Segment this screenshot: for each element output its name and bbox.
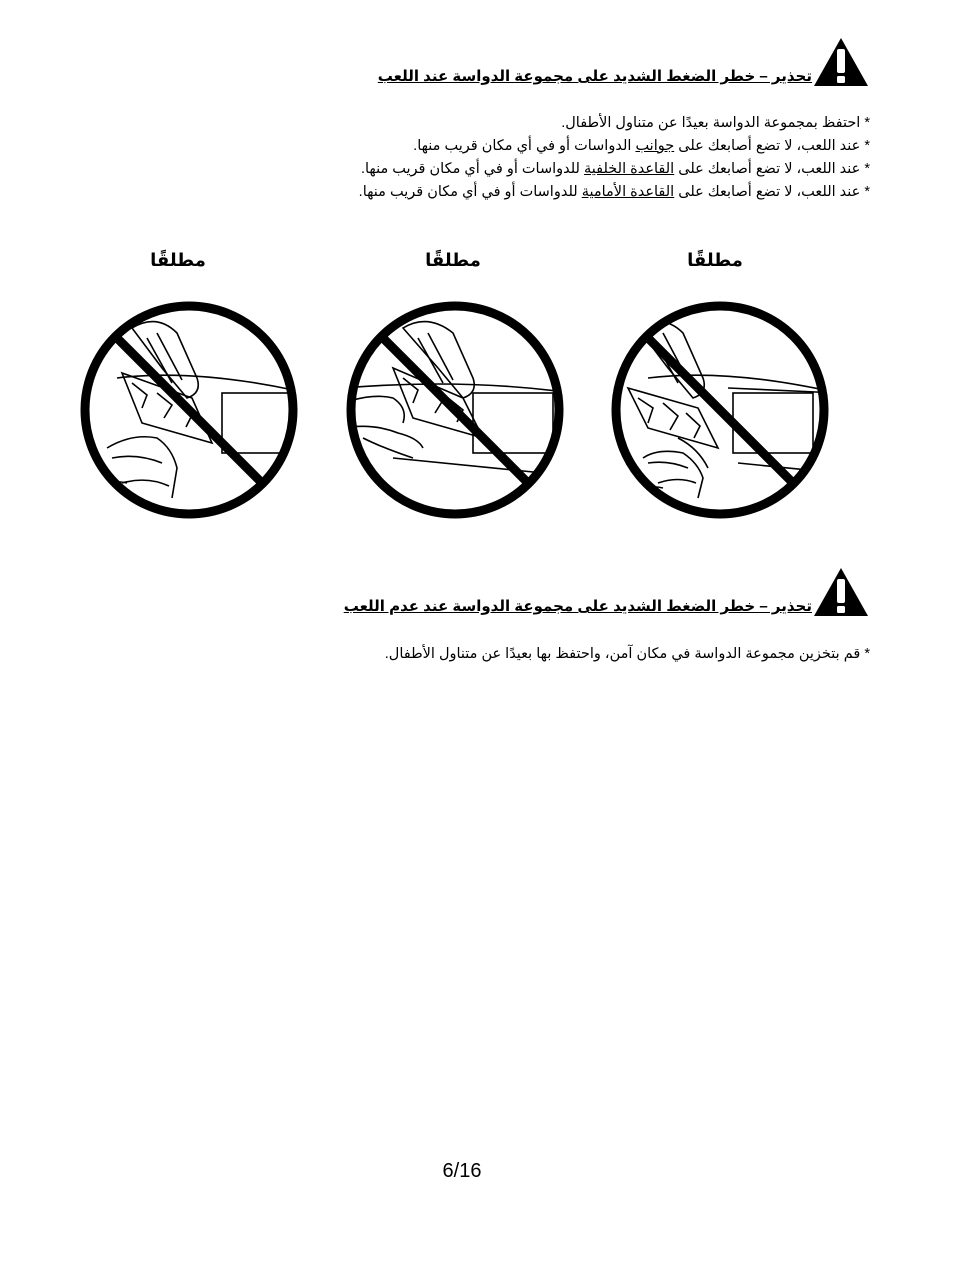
bullet-line: * عند اللعب، لا تضع أصابعك على القاعدة الأمامية للدواسات أو في أي مكان قريب منها. — [358, 184, 870, 200]
warning-2-bullets — [385, 643, 870, 666]
bullet-line: * قم بتخزين مجموعة الدواسة في مكان آمن، واحتفظ بها بعيدًا عن متناول الأطفال. — [384, 646, 870, 662]
warning-1-title: تحذير – خطر الضغط الشديد على مجموعة الدواسة عند اللعب — [377, 68, 812, 85]
prohibited-label: مطلقًا — [425, 250, 481, 270]
bullet-line: * احتفظ بمجموعة الدواسة بعيدًا عن متناول الأطفال. — [561, 115, 870, 131]
warning-2-header — [344, 566, 870, 618]
prohibition-circle-icon — [608, 298, 832, 522]
page-number: 6/16 — [442, 1160, 482, 1182]
prohibition-circle-icon — [77, 298, 301, 522]
warning-1-header — [378, 36, 870, 88]
warning-triangle-icon — [812, 566, 870, 618]
prohibition-circle-icon — [343, 298, 567, 522]
warning-2-title: تحذير – خطر الضغط الشديد على مجموعة الدواسة عند عدم اللعب — [343, 598, 812, 615]
bullet-line: * عند اللعب، لا تضع أصابعك على جوانب الدواسات أو في أي مكان قريب منها. — [413, 138, 870, 154]
warning-1-bullets — [359, 112, 870, 204]
pedal-illustration — [343, 322, 567, 522]
prohibited-label: مطلقًا — [150, 250, 206, 270]
prohibited-label: مطلقًا — [687, 250, 743, 270]
bullet-line: * عند اللعب، لا تضع أصابعك على القاعدة الخلفية للدواسات أو في أي مكان قريب منها. — [360, 161, 870, 177]
warning-triangle-icon — [812, 36, 870, 88]
